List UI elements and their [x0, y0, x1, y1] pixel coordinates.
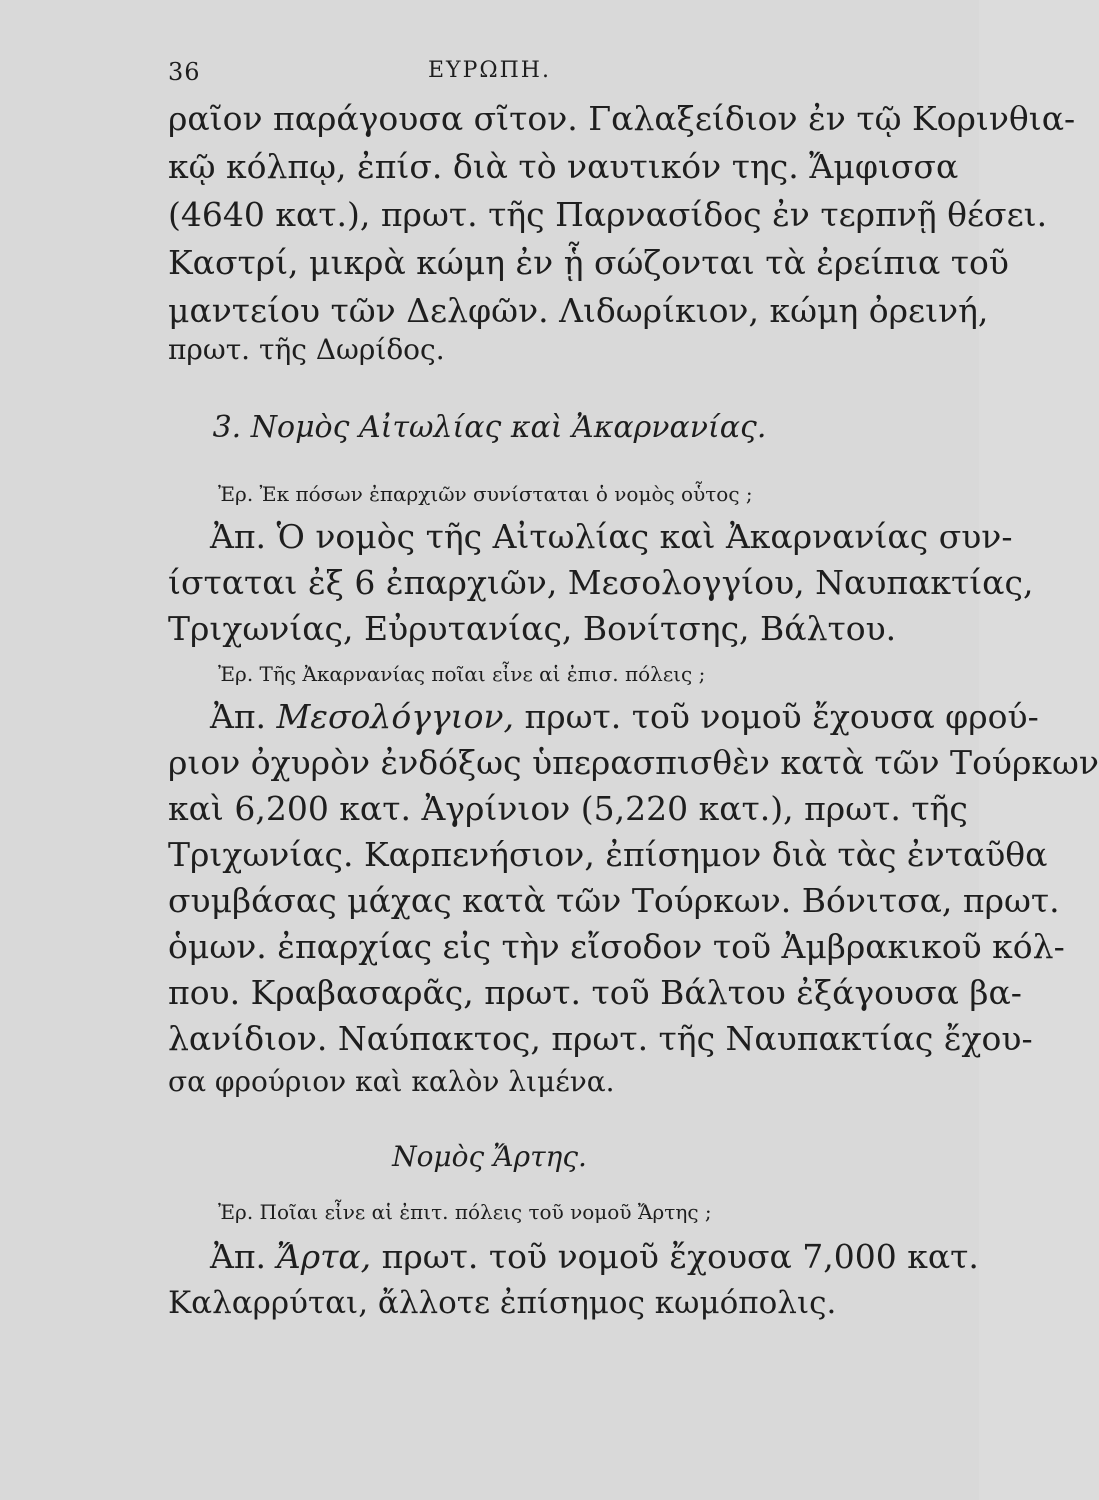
- city-name-italic: Μεσολόγγιον,: [276, 697, 514, 736]
- running-title: ΕΥΡΩΠΗ.: [428, 58, 551, 83]
- answer-line: που. Κραβασαρᾶς, πρωτ. τοῦ Βάλτου ἐξάγουσα βα-: [168, 973, 1022, 1012]
- answer-line: ὁμων. ἐπαρχίας εἰς τὴν εἴσοδον τοῦ Ἀμβρακικοῦ κόλ-: [168, 927, 1065, 966]
- answer-line: συμβάσας μάχας κατὰ τῶν Τούρκων. Βόνιτσα, πρωτ.: [168, 881, 1060, 920]
- question-line: Ἐρ. Ποῖαι εἶνε αἱ ἐπιτ. πόλεις τοῦ νομοῦ Ἄρτης ;: [218, 1200, 712, 1224]
- answer-line: ίσταται ἐξ 6 ἐπαρχιῶν, Μεσολογγίου, Ναυπακτίας,: [168, 563, 1034, 602]
- answer-text: πρωτ. τοῦ νομοῦ ἔχουσα φρού-: [524, 697, 1039, 736]
- answer-line: λανίδιον. Ναύπακτος, πρωτ. τῆς Ναυπακτίας ἔχου-: [168, 1019, 1033, 1058]
- page-header: [0, 58, 979, 88]
- question-line: Ἐρ. Ἐκ πόσων ἐπαρχιῶν συνίσταται ὁ νομὸς οὗτος ;: [218, 482, 753, 506]
- answer-line: [210, 1237, 979, 1276]
- text-line: μαντείου τῶν Δελφῶν. Λιδωρίκιον, κώμη ὀρεινή,: [168, 291, 989, 330]
- city-name-italic: Ἄρτα,: [276, 1237, 372, 1276]
- text-line: κῷ κόλπῳ, ἐπίσ. διὰ τὸ ναυτικόν της. Ἄμφισσα: [168, 147, 959, 186]
- section-heading: Νομὸς Ἄρτης.: [392, 1140, 587, 1173]
- answer-text: πρωτ. τοῦ νομοῦ ἔχουσα 7,000 κατ.: [381, 1237, 979, 1276]
- answer-line: Καλαρρύται, ἄλλοτε ἐπίσημος κωμόπολις.: [168, 1285, 837, 1321]
- answer-line: ριον ὀχυρὸν ἐνδόξως ὑπερασπισθὲν κατὰ τῶν Τούρκων: [168, 743, 1099, 782]
- answer-prefix: Ἀπ.: [210, 697, 267, 736]
- page-number: 36: [168, 58, 201, 86]
- text-line: πρωτ. τῆς Δωρίδος.: [168, 333, 445, 366]
- question-line: Ἐρ. Τῆς Ἀκαρνανίας ποῖαι εἶνε αἱ ἐπισ. πόλεις ;: [218, 662, 706, 686]
- answer-line: καὶ 6,200 κατ. Ἀγρίνιον (5,220 κατ.), πρωτ. τῆς: [168, 789, 968, 828]
- text-line: (4640 κατ.), πρωτ. τῆς Παρνασίδος ἐν τερπνῇ θέσει.: [168, 195, 1048, 234]
- answer-prefix: Ἀπ.: [210, 1237, 267, 1276]
- answer-line: Τριχωνίας, Εὐρυτανίας, Βονίτσης, Βάλτου.: [168, 609, 897, 648]
- answer-line: [210, 697, 1039, 736]
- text-line: Καστρί, μικρὰ κώμη ἐν ᾗ σώζονται τὰ ἐρείπια τοῦ: [168, 243, 1009, 282]
- answer-line: σα φρούριον καὶ καλὸν λιμένα.: [168, 1065, 615, 1098]
- section-heading: 3. Νομὸς Αἰτωλίας καὶ Ἀκαρνανίας.: [212, 410, 767, 445]
- text-line: ραῖον παράγουσα σῖτον. Γαλαξείδιον ἐν τῷ Κορινθια-: [168, 99, 1076, 138]
- answer-line: Ἀπ. Ὁ νομὸς τῆς Αἰτωλίας καὶ Ἀκαρνανίας συν-: [210, 517, 1013, 556]
- answer-line: Τριχωνίας. Καρπενήσιον, ἐπίσημον διὰ τὰς ἐνταῦθα: [168, 835, 1048, 874]
